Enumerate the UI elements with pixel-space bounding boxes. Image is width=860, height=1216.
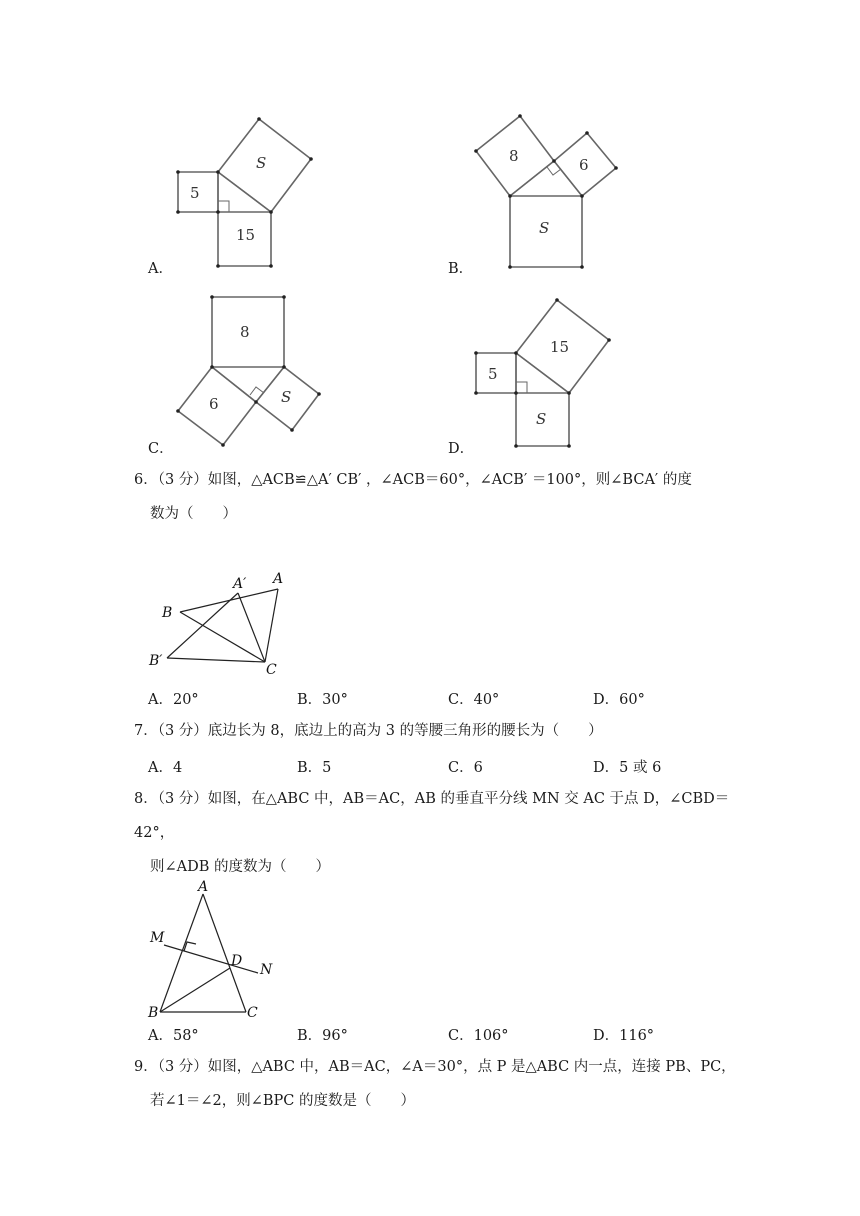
question-7-option-b: B．5 — [297, 760, 332, 776]
question-8-option-d: D．116° — [593, 1028, 655, 1044]
square-label-s: S — [536, 410, 547, 428]
question-8-line-1: 8．（3 分）如图，在△ABC 中，AB＝AC，AB 的垂直平分线 MN 交 AC 于点 D，∠CBD＝42°， — [134, 791, 730, 841]
question-7-line-1: 7．（3 分）底边长为 8，底边上的高为 3 的等腰三角形的腰长为（ ） — [134, 723, 603, 739]
square-label-s: S — [281, 388, 292, 406]
point-label-d: D — [231, 953, 243, 969]
option-d-label: D． — [448, 441, 475, 457]
square-label-6: 6 — [579, 156, 589, 174]
question-7-option-c: C．6 — [448, 760, 483, 776]
question-7-option-a: A．4 — [148, 760, 183, 776]
square-label-8: 8 — [509, 147, 519, 165]
question-8-text — [134, 782, 754, 884]
point-label-b-prime: B′ — [149, 653, 163, 669]
square-label-15: 15 — [236, 226, 256, 244]
question-6-figure — [145, 565, 295, 680]
option-a-label: A． — [148, 261, 173, 277]
option-b-label: B． — [448, 261, 474, 277]
point-label-n: N — [260, 962, 273, 978]
question-9-line-1: 9．（3 分）如图，△ABC 中，AB＝AC，∠A＝30°，点 P 是△ABC 内一点，连接 PB、PC， — [134, 1059, 736, 1075]
question-6-line-2: 数为（ ） — [150, 506, 237, 522]
question-6-option-a: A．20° — [148, 692, 199, 708]
point-label-a-prime: A′ — [233, 576, 247, 592]
question-6-line-1: 6．（3 分）如图，△ACB≌△A′ CB′ ，∠ACB＝60°，∠ACB′ ＝100°，则∠BCA′ 的度 — [134, 472, 692, 488]
question-8-figure — [140, 876, 290, 1022]
figure-option-d — [468, 290, 623, 450]
square-label-s: S — [539, 219, 550, 237]
question-8-option-b: B．96° — [297, 1028, 348, 1044]
question-6-option-d: D．60° — [593, 692, 645, 708]
point-label-b: B — [162, 605, 173, 621]
question-8-option-c: C．106° — [448, 1028, 509, 1044]
question-7-option-d: D．5 或 6 — [593, 760, 662, 776]
square-label-5: 5 — [488, 365, 498, 383]
square-label-5: 5 — [190, 184, 200, 202]
point-label-a: A — [273, 571, 284, 587]
question-8-option-a: A．58° — [148, 1028, 199, 1044]
question-6-option-b: B．30° — [297, 692, 348, 708]
figure-option-a — [170, 110, 320, 275]
question-7-text — [134, 714, 754, 748]
square-label-8: 8 — [240, 323, 250, 341]
figure-option-c — [172, 290, 324, 440]
question-6-option-c: C．40° — [448, 692, 500, 708]
point-label-m: M — [150, 930, 165, 946]
question-6-text — [134, 463, 754, 531]
point-label-c: C — [266, 662, 277, 678]
point-label-a: A — [198, 879, 209, 895]
option-c-label: C． — [148, 441, 174, 457]
figure-option-b — [470, 112, 625, 272]
point-label-b: B — [148, 1005, 159, 1021]
question-9-line-2: 若∠1＝∠2，则∠BPC 的度数是（ ） — [150, 1093, 416, 1109]
square-label-6: 6 — [209, 395, 219, 413]
square-label-15: 15 — [550, 338, 570, 356]
question-9-text — [134, 1050, 754, 1118]
point-label-c: C — [247, 1005, 258, 1021]
square-label-s: S — [256, 154, 267, 172]
question-8-line-2: 则∠ADB 的度数为（ ） — [150, 859, 331, 875]
